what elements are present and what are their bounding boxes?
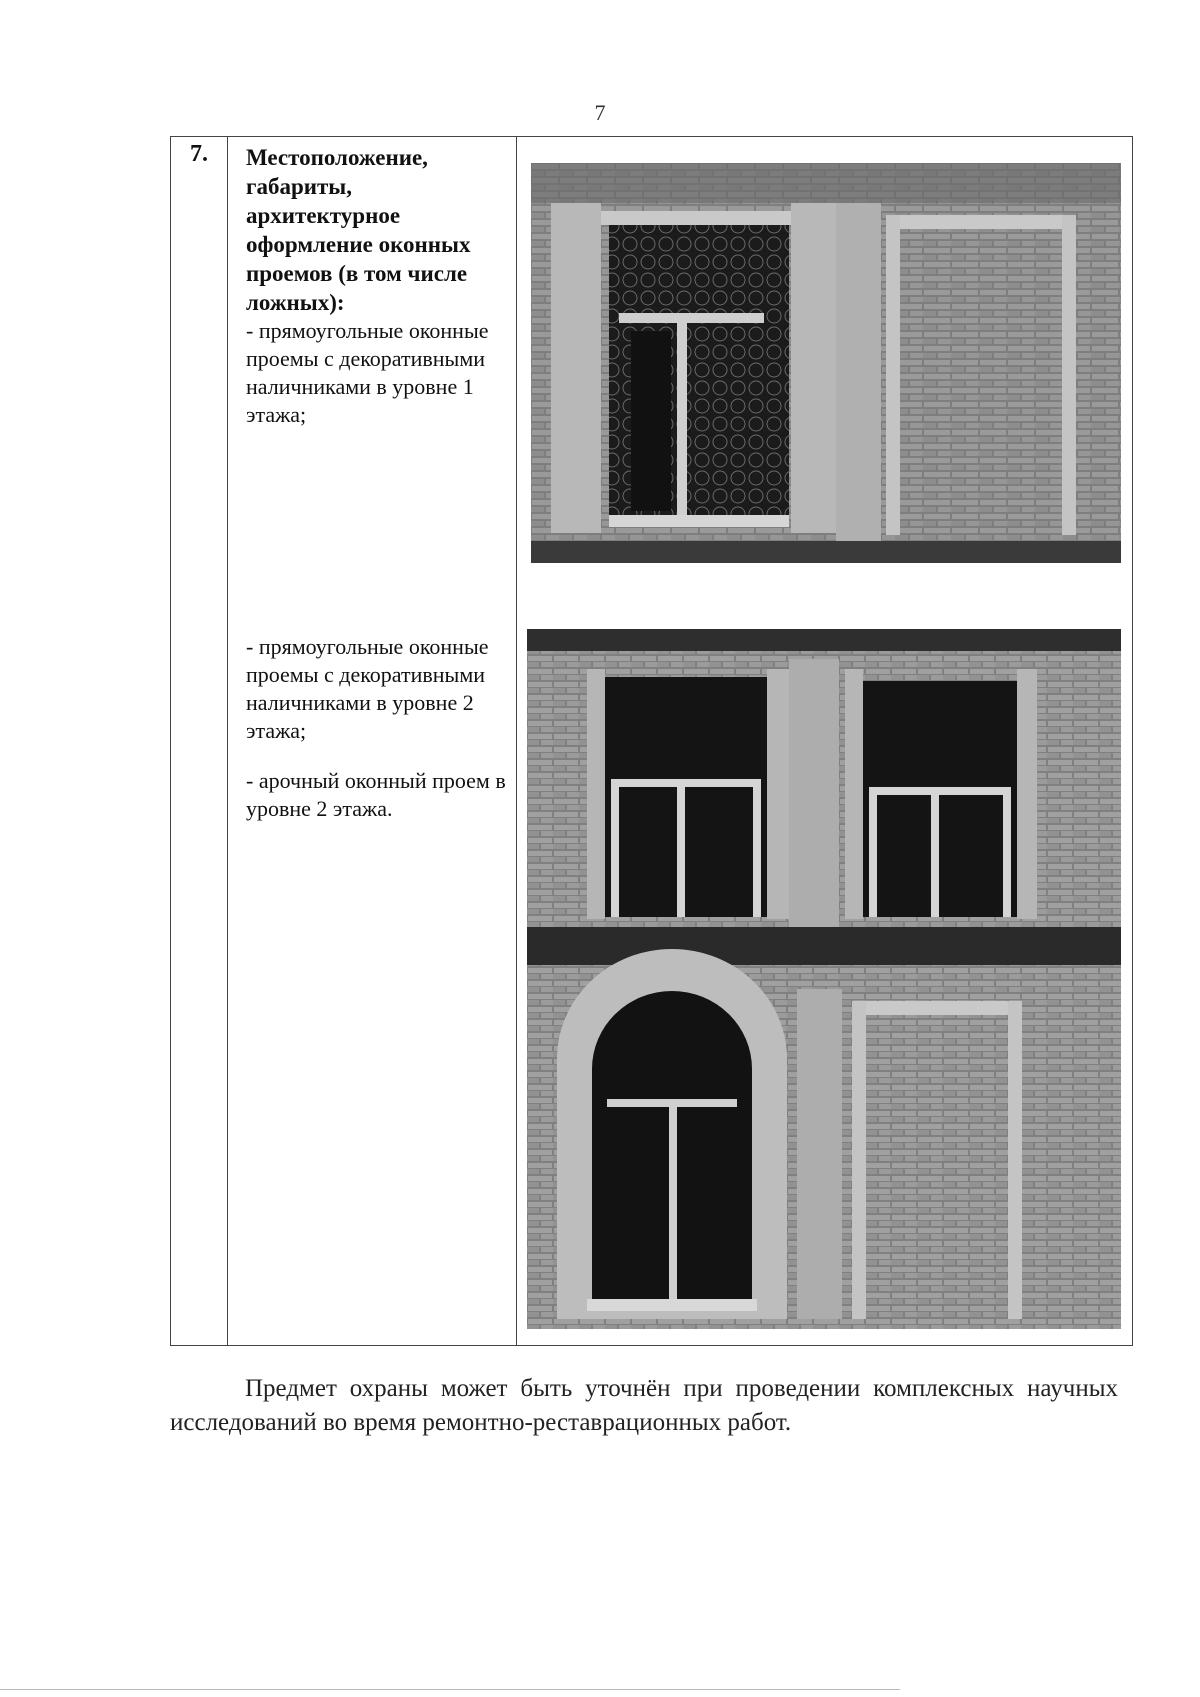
page-number: 7 xyxy=(594,100,606,125)
list-item: - прямоугольные оконные проемы с декоративными наличниками в уровне 1 этажа; xyxy=(246,318,489,427)
footer-note: Предмет охраны может быть уточнён при проведении комплексных научных исследований во время ремонтно-реставрационных работ. xyxy=(170,1375,1118,1436)
protection-subject-table xyxy=(170,136,1133,1346)
description-cell-bottom xyxy=(246,633,508,823)
list-item: - прямоугольные оконные проемы с декоративными наличниками в уровне 2 этажа; xyxy=(246,634,489,743)
list-item: - арочный оконный проем в уровне 2 этажа. xyxy=(246,768,506,821)
table-column-divider xyxy=(516,137,517,1345)
row-number: 7. xyxy=(190,141,208,167)
table-column-divider xyxy=(227,137,228,1345)
photo-second-floor-windows xyxy=(527,629,1121,1329)
photo-first-floor-windows xyxy=(531,163,1121,563)
description-cell-top xyxy=(246,143,508,429)
row-heading: Местоположение, габариты, архитектурное оформление оконных проемов (в том числе ложных): xyxy=(246,145,471,315)
bottom-rule xyxy=(0,1689,900,1690)
